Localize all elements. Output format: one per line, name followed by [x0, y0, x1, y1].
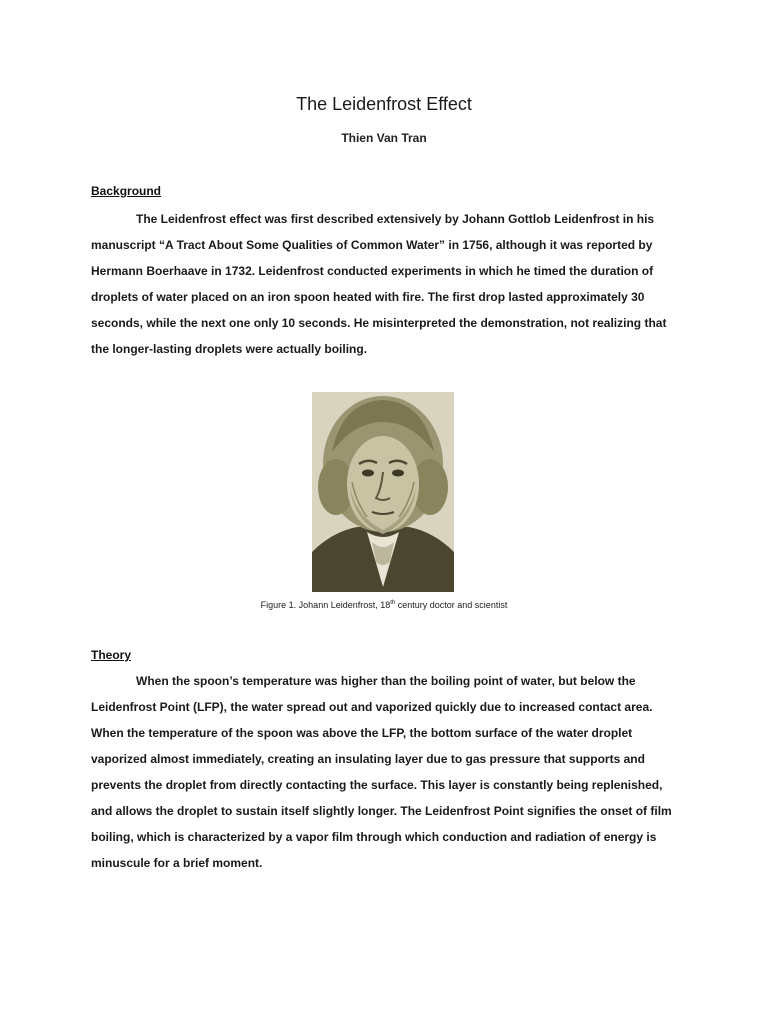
- caption-suffix: century doctor and scientist: [395, 600, 508, 610]
- figure-caption: [0, 600, 768, 610]
- caption-prefix: Figure 1. Johann Leidenfrost, 18: [260, 600, 391, 610]
- leidenfrost-portrait: [312, 392, 454, 592]
- theory-heading: Theory: [91, 648, 132, 662]
- author-name: Thien Van Tran: [341, 131, 427, 145]
- background-paragraph: The Leidenfrost effect was first described extensively by Johann Gottlob Leidenfrost in his manuscript “A Tract About Some Qualities of Common Water” in 1756, although it was reported by Hermann Boerhaave in 1732. Leidenfrost conducted experiments in which he timed the duration of droplets of water placed on an iron spoon heated with fire. The first drop lasted approximately 30 seconds, while the next one only 10 seconds. He misinterpreted the demonstration, not realizing that the longer-lasting droplets were actually boiling.: [91, 212, 667, 356]
- portrait-engraving-icon: [312, 392, 454, 592]
- caption-superscript: th: [390, 600, 396, 606]
- background-heading: Background: [91, 184, 162, 198]
- theory-paragraph: When the spoon’s temperature was higher than the boiling point of water, but below the Leidenfrost Point (LFP), the water spread out and vaporized quickly due to increased contact area. When the temperature of the spoon was above the LFP, the bottom surface of the water droplet vaporized almost immediately, creating an insulating layer due to gas pressure that supports and prevents the droplet from directly contacting the surface. This layer is constantly being replenished, and allows the droplet to sustain itself slightly longer. The Leidenfrost Point signifies the onset of film boiling, which is characterized by a vapor film through which conduction and radiation of energy is minuscule for a brief moment.: [91, 674, 672, 870]
- page-title: The Leidenfrost Effect: [296, 94, 472, 114]
